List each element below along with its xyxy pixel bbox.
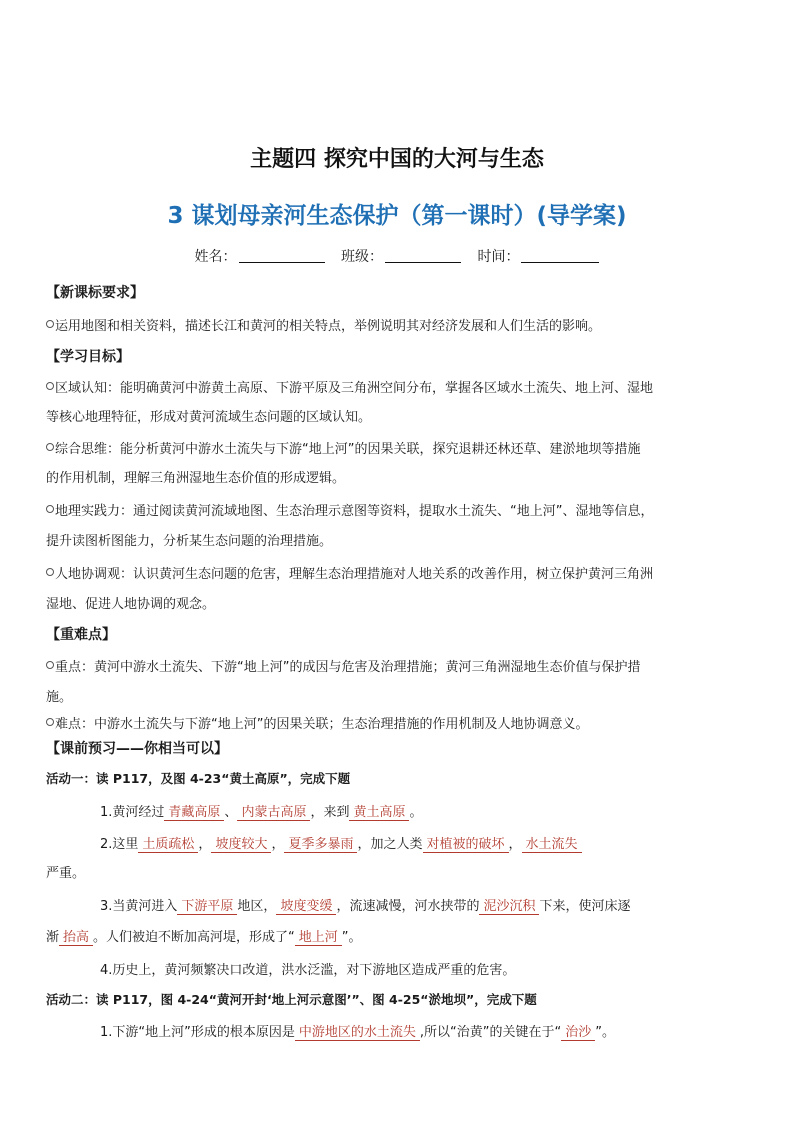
section-heading-standard: 【新课标要求】 [46,285,144,301]
goal-regional-cont: 等核心地理特征，形成对黄河流域生态问题的区域认知。 [46,410,372,425]
bullet-icon [46,718,54,726]
goal-harmony: 人地协调观：认识黄河生态问题的危害，理解生态治理措施对人地关系的改善作用，树立保护黄河三角洲 [46,563,653,582]
section-heading-key: 【重难点】 [46,627,116,643]
activity-two-q1: 1.下游“地上河”形成的根本原因是 中游地区的水土流失 ,所以“治黄”的关键在于“ 治沙 ”。 [100,1025,615,1040]
bullet-icon [46,505,54,513]
bullet-icon [46,443,54,451]
answer-blank[interactable]: 中游地区的水土流失 [295,1025,420,1041]
key-point: 重点：黄河中游水土流失、下游“地上河”的成因与危害及治理措施；黄河三角洲湿地生态价值与保护措 [46,656,640,675]
answer-blank[interactable]: 地上河 [295,930,342,946]
time-field[interactable] [521,248,599,263]
answer-blank[interactable]: 坡度较大 [211,837,271,853]
activity-two-title: 活动二：读 P117，图 4-24“黄河开封‘地上河示意图’”、图 4-25“淤地坝”，完成下题 [46,992,537,1007]
answer-blank[interactable]: 对植被的破坏 [423,837,509,853]
answer-blank[interactable]: 青藏高原 [164,805,224,821]
goal-harmony-cont: 湿地、促进人地协调的观念。 [46,597,216,612]
answer-blank[interactable]: 下游平原 [177,899,237,915]
answer-blank[interactable]: 夏季多暴雨 [284,837,357,853]
bullet-icon [46,382,54,390]
class-field[interactable] [385,248,461,263]
section-heading-preview: 【课前预习——你相当可以】 [46,741,228,757]
activity-one-q4: 4.历史上，黄河频繁决口改道，洪水泛滥，对下游地区造成严重的危害。 [100,963,516,978]
student-info-row [0,246,794,266]
goal-regional: 区域认知：能明确黄河中游黄土高原、下游平原及三角洲空间分布，掌握各区域水土流失、地上河、湿地 [46,377,653,396]
difficult-point: 难点：中游水土流失与下游“地上河”的因果关联；生态治理措施的作用机制及人地协调意义。 [46,713,588,732]
time-label: 时间： [477,249,520,265]
goal-thinking-cont: 的作用机制，理解三角洲湿地生态价值的形成逻辑。 [46,471,346,486]
page-subtitle: 3 谋划母亲河生态保护（第一课时）(导学案) [167,203,627,229]
answer-blank[interactable]: 内蒙古高原 [237,805,310,821]
activity-one-q1: 1.黄河经过 青藏高原 、 内蒙古高原 ，来到 黄土高原 。 [100,805,423,820]
class-label: 班级： [341,249,383,265]
goal-practice-cont: 提升读图析图能力，分析某生态问题的治理措施。 [46,534,333,549]
activity-one-q2-cont: 严重。 [46,866,86,881]
answer-blank[interactable]: 黄土高原 [349,805,409,821]
activity-one-q3-cont: 渐 抬高 。人们被迫不断加高河堤，形成了“ 地上河 ”。 [46,930,362,945]
answer-blank[interactable]: 抬高 [59,930,93,946]
answer-blank[interactable]: 水土流失 [522,837,582,853]
bullet-icon [46,661,54,669]
page-title: 主题四 探究中国的大河与生态 [250,147,544,172]
bullet-icon [46,320,54,328]
key-point-cont: 施。 [46,690,73,705]
activity-one-title: 活动一：读 P117，及图 4-23“黄土高原”，完成下题 [46,771,351,786]
goal-practice: 地理实践力：通过阅读黄河流域地图、生态治理示意图等资料，提取水土流失、“地上河”、湿地等信息， [46,500,653,519]
answer-blank[interactable]: 泥沙沉积 [479,899,539,915]
name-field[interactable] [239,248,325,263]
standard-text: 运用地图和相关资料，描述长江和黄河的相关特点，举例说明其对经济发展和人们生活的影响。 [46,315,601,334]
goal-thinking: 综合思维：能分析黄河中游水土流失与下游“地上河”的因果关联，探究退耕还林还草、建淤地坝等措施 [46,438,640,457]
answer-blank[interactable]: 土质疏松 [138,837,198,853]
bullet-icon [46,568,54,576]
section-heading-goals: 【学习目标】 [46,349,130,365]
answer-blank[interactable]: 坡度变缓 [276,899,336,915]
activity-one-q3: 3.当黄河进入 下游平原 地区， 坡度变缓 ，流速减慢，河水挟带的 泥沙沉积 下来，使河床逐 [100,899,631,914]
name-label: 姓名： [194,249,237,265]
answer-blank[interactable]: 治沙 [561,1025,595,1041]
activity-one-q2: 2.这里 土质疏松 ， 坡度较大 ， 夏季多暴雨 ，加之人类 对植被的破坏 ， 水土流失 [100,833,582,853]
